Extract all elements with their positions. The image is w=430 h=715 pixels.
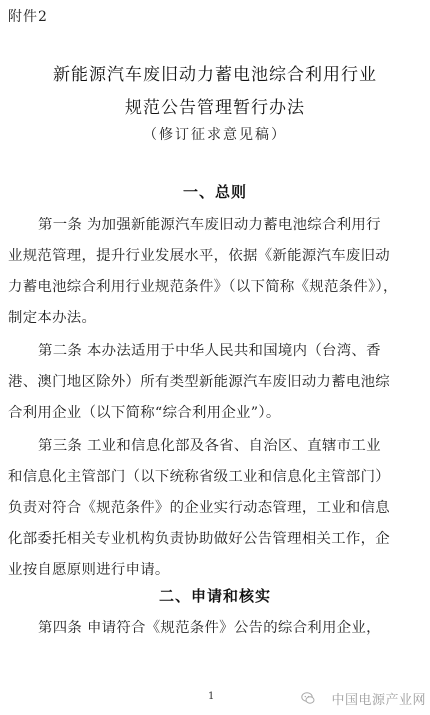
article-2-line-2: 港、澳门地区除外）所有类型新能源汽车废旧动力蓄电池综 (8, 374, 390, 390)
document-title-line-1: 新能源汽车废旧动力蓄电池综合利用行业 (53, 65, 377, 85)
watermark-text: 中国电源产业网 (331, 693, 426, 708)
article-2-line-3: 合利用企业（以下简称“综合利用企业”）。 (8, 405, 281, 421)
article-1-line-4: 制定本办法。 (8, 310, 97, 326)
document-title-line-2: 规范公告管理暂行办法 (125, 98, 305, 118)
article-4-line-1: 第四条 申请符合《规范条件》公告的综合利用企业， (38, 620, 381, 636)
article-3-line-4: 化部委托相关专业机构负责协助做好公告管理相关工作，企 (8, 531, 390, 547)
article-3-line-2: 和信息化主管部门（以下统称省级工业和信息化主管部门） (8, 469, 390, 485)
section-heading-application: 二、申请和核实 (158, 587, 271, 605)
document-subtitle: （修订征求意见稿） (143, 127, 287, 143)
article-3-line-5: 业按自愿原则进行申请。 (8, 562, 170, 578)
article-1-line-1: 第一条 为加强新能源汽车废旧动力蓄电池综合利用行 (38, 217, 381, 233)
article-3-line-1: 第三条 工业和信息化部及各省、自治区、直辖市工业 (38, 438, 381, 454)
article-1-line-3: 力蓄电池综合利用行业规范条件》（以下简称《规范条件》）， (8, 279, 398, 295)
article-2-line-1: 第二条 本办法适用于中华人民共和国境内（台湾、香 (38, 343, 381, 359)
annex-label: 附件2 (8, 9, 48, 25)
article-3-line-3: 负责对符合《规范条件》的企业实行动态管理，工业和信息 (8, 500, 390, 516)
watermark-chat-icon (301, 691, 315, 705)
page-number: 1 (208, 691, 215, 702)
section-heading-general: 一、总则 (182, 183, 247, 201)
article-1-line-2: 业规范管理，提升行业发展水平，依据《新能源汽车废旧动 (8, 248, 390, 264)
